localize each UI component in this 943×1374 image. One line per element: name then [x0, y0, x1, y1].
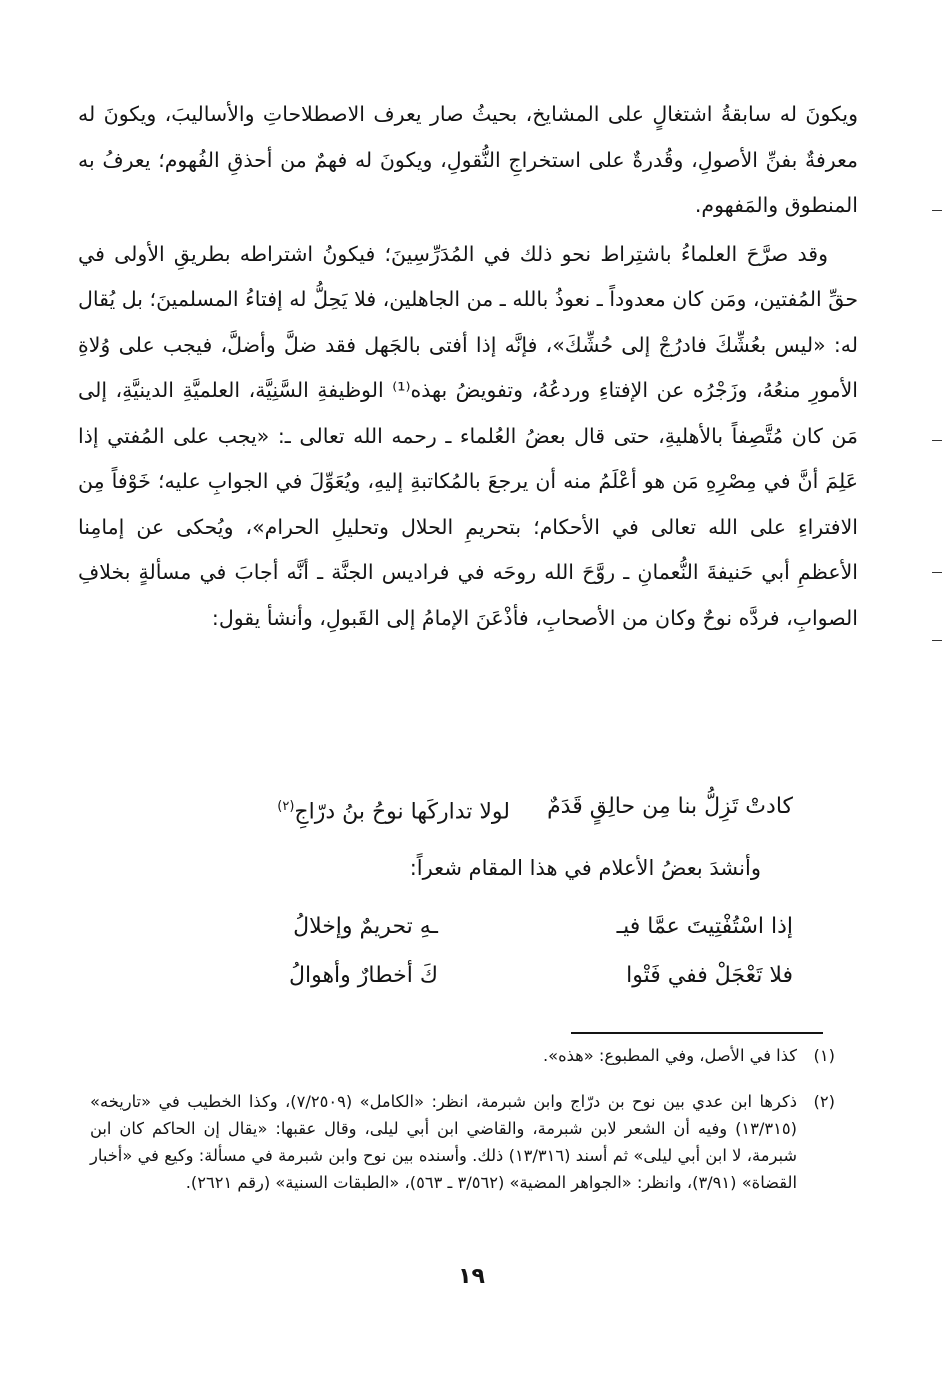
margin-mark [932, 640, 942, 641]
verse-couplet-3 [0, 961, 943, 995]
footnote-2-number: (٢) [813, 1092, 835, 1111]
intro-line-text: وأنشدَ بعضُ الأعلام في هذا المقام شعراً: [409, 856, 761, 880]
footnote-ref-2: (٢) [277, 799, 295, 814]
verse-2-first-hemistich: إذا اسْتُفْتِيتَ عمَّا فيـ [616, 914, 793, 939]
verse-1-first-hemistich: كادتْ تَزِلُّ بنا مِن حالِقٍ قَدَمٌ [547, 794, 793, 819]
verse-1-second-text: لولا تداركَها نوحُ بنُ درّاجِ [294, 799, 510, 825]
verse-2-second-hemistich: ـهِ تحريمٌ وإخلالُ [293, 914, 438, 939]
verse-3-second-hemistich: كَ أخطارٌ وأهوالُ [288, 963, 438, 988]
footnote-1-text: كذا في الأصل، وفي المطبوع: «هذه». [542, 1046, 797, 1065]
page-number: ١٩ [458, 1264, 485, 1289]
verse-couplet-1 [0, 792, 943, 826]
footnote-separator [571, 1032, 823, 1034]
verse-couplet-2 [0, 912, 943, 946]
margin-mark [932, 210, 942, 211]
footnote-2 [90, 1088, 835, 1196]
margin-mark [932, 572, 942, 573]
verse-1-second-hemistich [277, 792, 510, 827]
intro-line [0, 853, 943, 887]
paragraph-2: وقد صرَّحَ العلماءُ باشتِراط نحو ذلك في المُدَرِّسِينَ؛ فيكونُ اشتراطه بطريقِ الأولى في حقِّ المُفتين، ومَن كان معدوداً ـ نعوذُ بالله ـ من الجاهلين، فلا يَحِلُّ له إفتاءُ المسلمينَ؛ بل يُقال له: «ليس بعُشِّكَ فادرُجْ إلى حُشِّكَ»، فإنَّه إذا أفتى بالجَهل فقد ضلَّ وأضلَّ، فيجب على وُلاةِ الأمورِ منعُهُ، وزَجْرُه عن الإفتاءِ وردعُهُ، وتفويضُ بهذه⁽¹⁾ الوظيفةِ السَّنِيَّة، العلميَّةِ الدينيَّةِ، إلى مَن كان مُتَّصِفاً بالأهليةِ، حتى قال بعضُ العُلماء ـ رحمه الله تعالى ـ: «يجب على المُفتي إذا عَلِمَ أنَّ في مِصْرِهِ مَن هو أعْلَمُ منه أن يرجعَ بالمُكاتبةِ إليهِ، ويُعَوِّلَ في الجوابِ عليه؛ خَوْفاً مِن الافتراءِ على الله تعالى في الأحكام؛ بتحريمِ الحلال وتحليلِ الحرام»، ويُحكى عن إمامِنا الأعظمِ أبي حَنيفةَ النُّعمانِ ـ روَّحَ الله روحَه في فراديس الجنَّة ـ أنَّه أجابَ في مسألةٍ بخلافِ الصوابِ، فردَّه نوحٌ وكان من الأصحابِ، فأذْعَنَ الإمامُ إلى القَبولِ، وأنشأ يقول: [78, 241, 858, 630]
verse-3-first-hemistich: فلا تَعْجَلْ ففي فَتْوا [626, 963, 793, 988]
footnote-1 [100, 1042, 835, 1069]
footnote-1-number: (١) [813, 1046, 835, 1065]
paragraph-1: ويكونَ له سابقةُ اشتغالٍ على المشايخ، بحيثُ صار يعرف الاصطلاحاتِ والأساليبَ، ويكونَ له معرفةٌ بفنِّ الأصولِ، وقُدرةٌ على استخراجِ النُّقولِ، ويكونَ له فهمٌ من أحذقِ الفُهوم؛ يعرفُ به المنطوق والمَفهوم. [78, 102, 858, 217]
main-text [78, 92, 858, 641]
footnote-2-text: ذكرها ابن عدي بين نوح بن درّاج وابن شبرمة، انظر: «الكامل» (٧/٢٥٠٩)، وكذا الخطيب في «تاريخه» (١٣/٣١٥) وفيه أن الشعر لابن شبرمة، والقاضي ابن أبي ليلى، وقال عقبها: «يقال إن الحاكم كان ابن شبرمة، لا ابن أبي ليلى» ثم أسند (١٣/٣١٦) ذلك. وأسنده بين نوح وابن شبرمة في مسألة: وكيع في «أخبار القضاة» (٣/٩١)، وانظر: «الجواهر المضية» (٣/٥٦٢ ـ ٥٦٣)، «الطبقات السنية» (رقم ٢٦٢١). [90, 1092, 797, 1192]
margin-mark [932, 440, 942, 441]
